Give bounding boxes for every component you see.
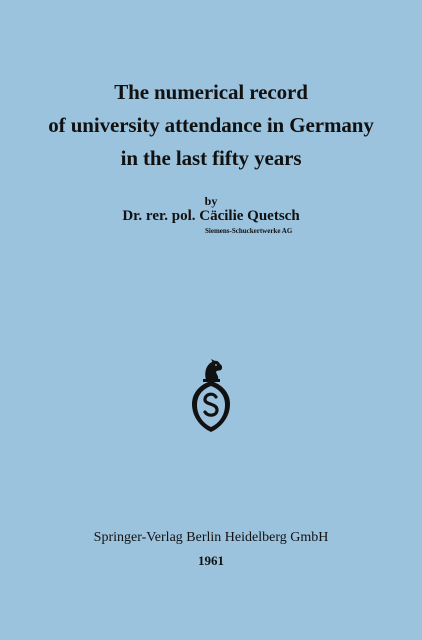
springer-emblem-icon — [186, 358, 236, 434]
title-line-3: in the last fifty years — [120, 146, 302, 170]
publisher-name: Springer-Verlag Berlin Heidelberg GmbH — [93, 530, 329, 545]
by-label: by — [204, 194, 218, 208]
title-line-1: The numerical record — [114, 80, 308, 104]
author-affiliation: Siemens-Schuckertwerke AG — [205, 227, 293, 235]
author-name: Dr. rer. pol. Cäcilie Quetsch — [122, 208, 300, 224]
publication-year: 1961 — [198, 553, 224, 568]
title-line-2: of university attendance in Germany — [48, 113, 374, 137]
